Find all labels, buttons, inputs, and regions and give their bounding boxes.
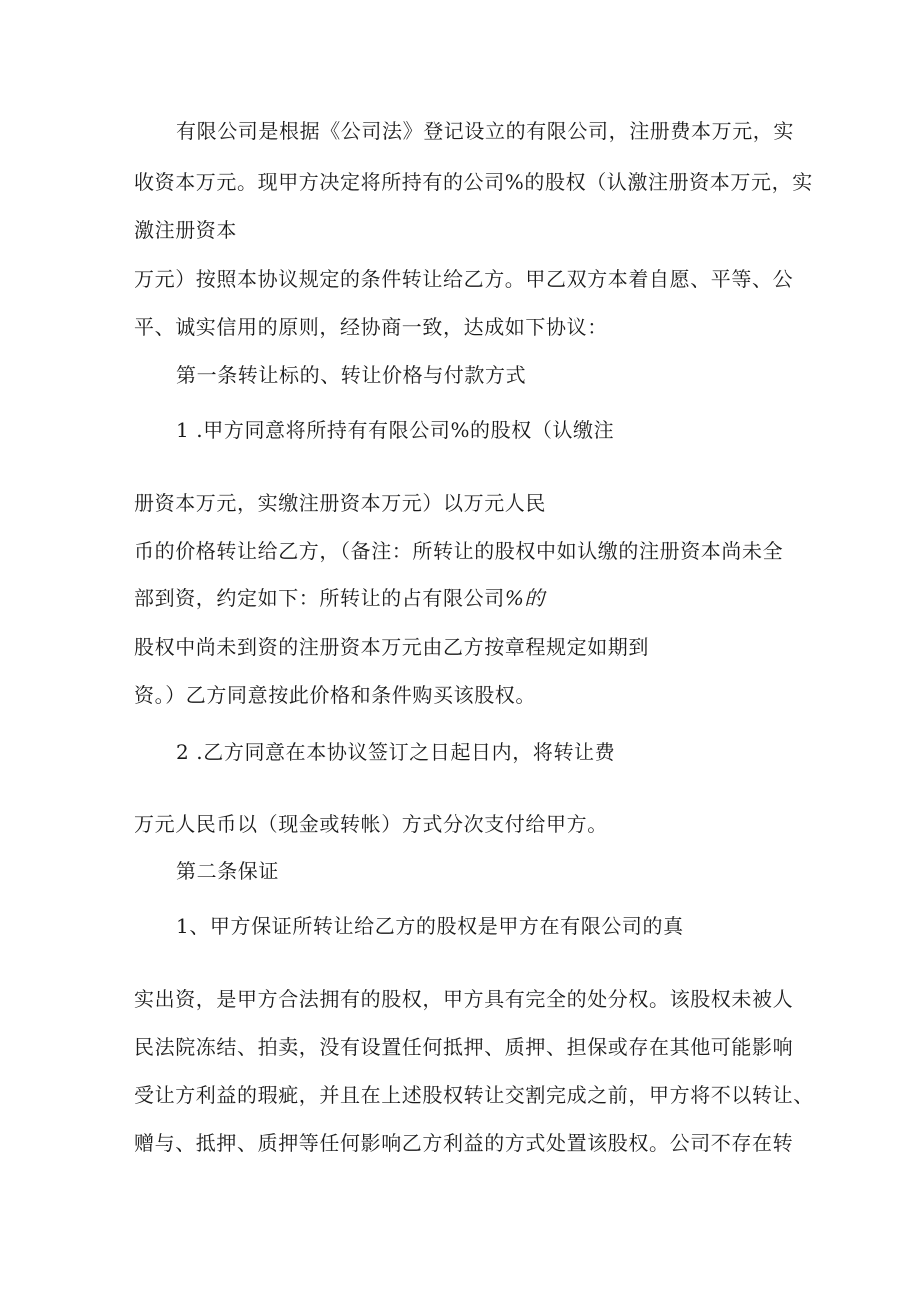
paragraph-line: 币的价格转让给乙方，（备注：所转让的股权中如认缴的注册资本尚未全 xyxy=(134,539,784,563)
clause-item: 1、甲方保证所转让给乙方的股权是甲方在有限公司的真 xyxy=(176,914,684,938)
paragraph-line: 受让方利益的瑕疵，并且在上述股权转让交割完成之前，甲方将不以转让、 xyxy=(134,1083,814,1107)
clause-item: 1 .甲方同意将所持有有限公司%的股权（认缴注 xyxy=(176,418,615,442)
paragraph-line: 万元人民币以（现金或转帐）方式分次支付给甲方。 xyxy=(134,812,608,836)
paragraph-line: 万元）按照本协议规定的条件转让给乙方。甲乙双方本着自愿、平等、公 xyxy=(134,267,794,291)
section-heading: 第二条保证 xyxy=(176,859,279,883)
paragraph-line: 赠与、抵押、质押等任何影响乙方利益的方式处置该股权。公司不存在转 xyxy=(134,1131,794,1155)
paragraph-line: 实出资，是甲方合法拥有的股权，甲方具有完全的处分权。该股权未被人 xyxy=(134,987,794,1011)
paragraph-text: 部到资，约定如下：所转让的占有限公司 xyxy=(134,586,505,610)
clause-item: 2 .乙方同意在本协议签订之日起日内，将转让费 xyxy=(176,740,616,764)
paragraph-line: 资。）乙方同意按此价格和条件购买该股权。 xyxy=(134,683,536,707)
paragraph-line: 收资本万元。现甲方决定将所持有的公司%的股权（认激注册资本万元，实 xyxy=(134,170,813,194)
paragraph-line: 册资本万元，实缴注册资本万元）以万元人民 xyxy=(134,491,546,515)
paragraph-line: 民法院冻结、拍卖，没有设置任何抵押、质押、担保或存在其他可能影响 xyxy=(134,1035,794,1059)
paragraph-line: 股权中尚未到资的注册资本万元由乙方按章程规定如期到 xyxy=(134,635,649,659)
paragraph-text-italic: %的 xyxy=(504,586,546,610)
paragraph-line xyxy=(134,584,545,612)
paragraph-line: 激注册资本 xyxy=(134,218,237,242)
paragraph-line: 有限公司是根据《公司法》登记设立的有限公司，注册费本万元，实 xyxy=(176,119,794,143)
section-heading: 第一条转让标的、转让价格与付款方式 xyxy=(176,363,527,387)
paragraph-line: 平、诚实信用的原则，经协商一致，达成如下协议： xyxy=(134,315,608,339)
